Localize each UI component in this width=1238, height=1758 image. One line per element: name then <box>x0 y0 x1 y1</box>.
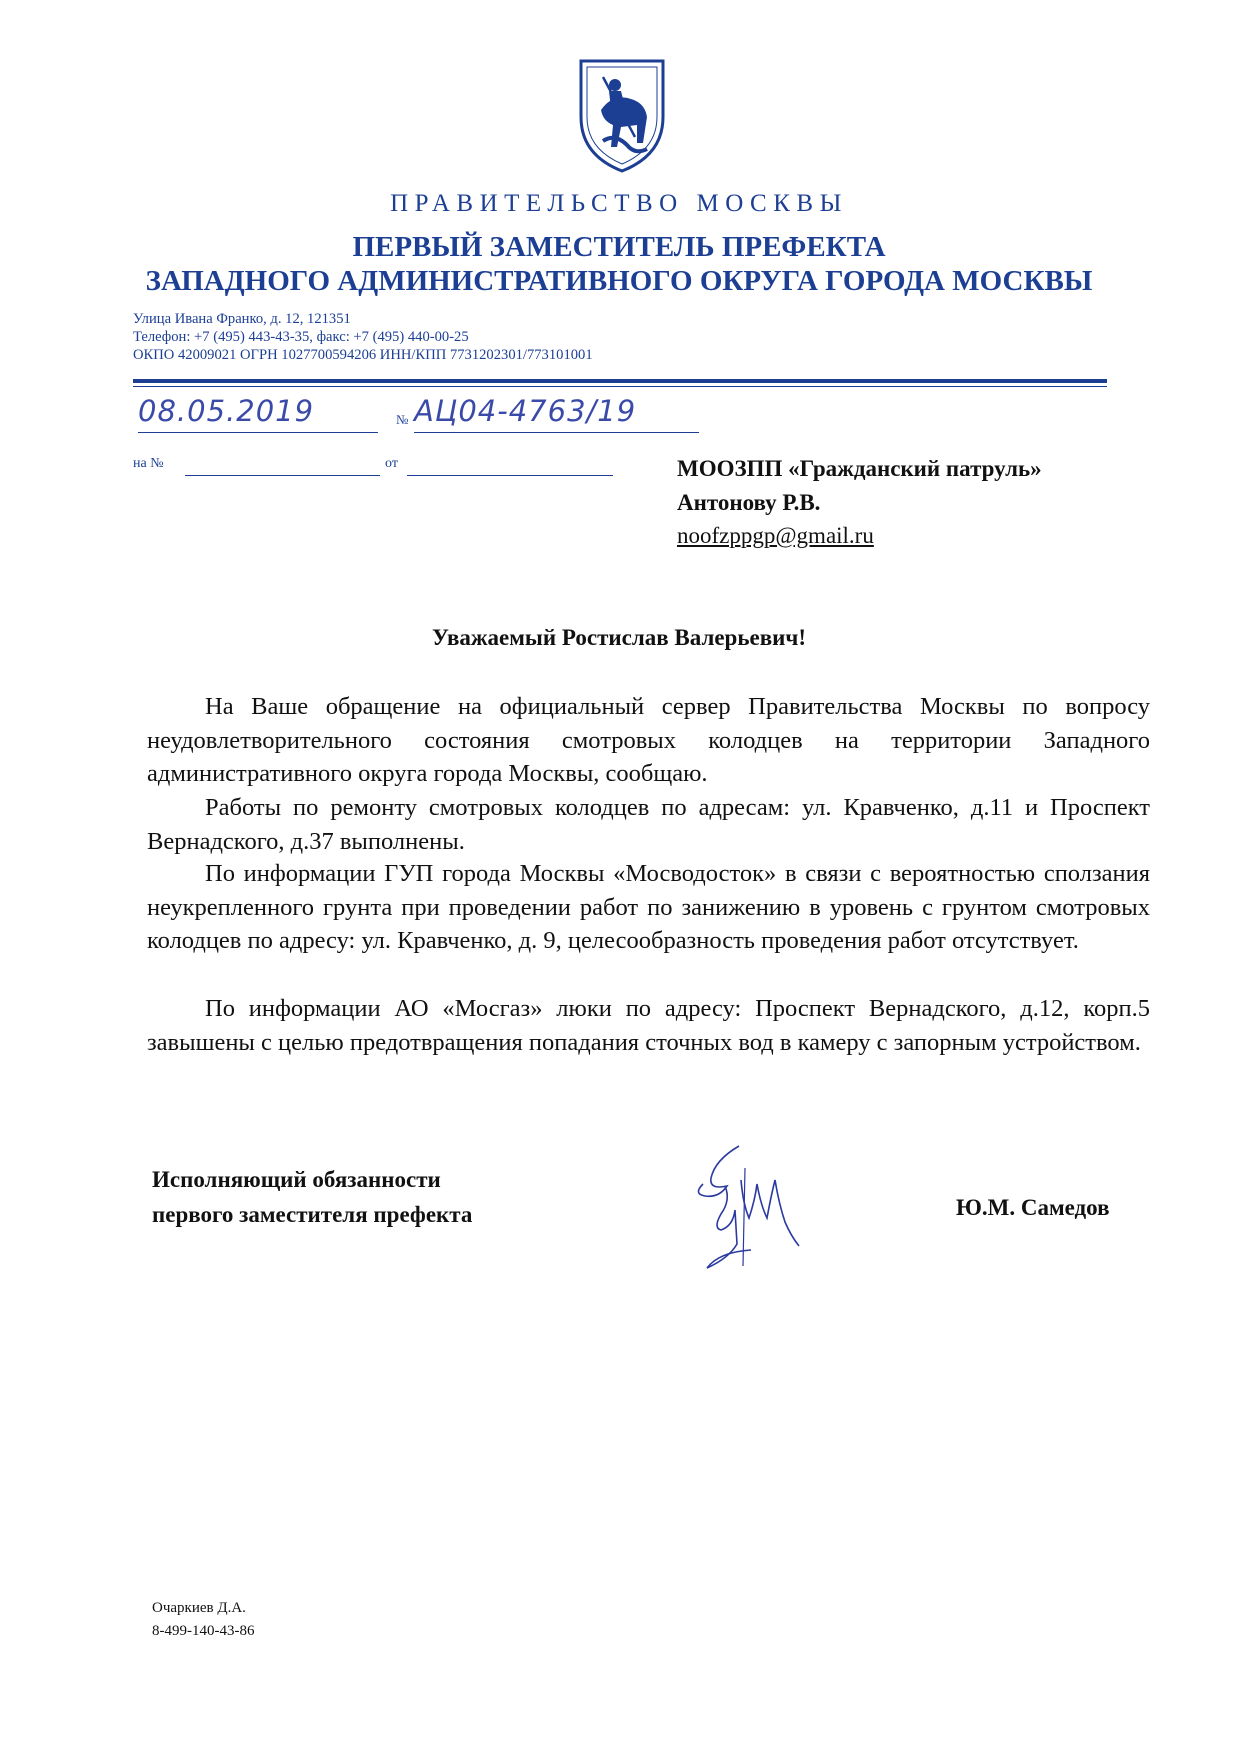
reference-date-label: от <box>385 456 398 471</box>
addressee-email-link[interactable]: noofzppgp@gmail.ru <box>677 523 874 548</box>
department-title-line1: ПЕРВЫЙ ЗАМЕСТИТЕЛЬ ПРЕФЕКТА <box>352 231 886 263</box>
header-codes: ОКПО 42009021 ОГРН 1027700594206 ИНН/КПП 7731202301/773101001 <box>133 347 593 363</box>
outgoing-number-label: № <box>396 412 409 427</box>
reference-number-line <box>185 475 380 476</box>
reference-date-line <box>407 475 613 476</box>
signatory-title-line1: Исполняющий обязанности <box>152 1167 441 1192</box>
signatory-name: Ю.М. Самедов <box>956 1195 1110 1220</box>
letter-paragraph: По информации ГУП города Москвы «Мосводосток» в связи с вероятностью сползания неукрепленного грунта при проведении работ по занижению в уровень с грунтом смотровых колодцев по адресу: ул. Кравченко, д. 9, целесообразность проведения работ отсутствует. <box>147 860 1150 954</box>
executor-phone: 8-499-140-43-86 <box>152 1623 255 1639</box>
signatory-title-line2: первого заместителя префекта <box>152 1202 473 1227</box>
header-divider-thick <box>133 379 1107 383</box>
moscow-coat-of-arms-icon <box>573 55 671 175</box>
header-address: Улица Ивана Франко, д. 12, 121351 <box>133 311 351 327</box>
letter-paragraph: На Ваше обращение на официальный сервер Правительства Москвы по вопросу неудовлетворительного состояния смотровых колодцев на территории Западного административного округа города Москвы, сообщаю. <box>147 693 1150 787</box>
addressee-organization: МООЗПП «Гражданский патруль» <box>677 456 1042 481</box>
government-title: ПРАВИТЕЛЬСТВО МОСКВЫ <box>390 190 848 217</box>
department-title-line2: ЗАПАДНОГО АДМИНИСТРАТИВНОГО ОКРУГА ГОРОДА МОСКВЫ <box>145 265 1093 297</box>
handwritten-signature-icon <box>675 1140 800 1280</box>
letter-paragraph: По информации АО «Мосгаз» люки по адресу: Проспект Вернадского, д.12, корп.5 завышены с целью предотвращения попадания сточных вод в камеру с запорным устройством. <box>147 995 1150 1056</box>
addressee-person: Антонову Р.В. <box>677 490 821 515</box>
salutation: Уважаемый Ростислав Валерьевич! <box>431 625 807 650</box>
reference-number-label: на № <box>133 456 164 471</box>
header-phone: Телефон: +7 (495) 443-43-35, факс: +7 (495) 440-00-25 <box>133 329 469 345</box>
executor-name: Очаркиев Д.А. <box>152 1600 246 1616</box>
header-divider-thin <box>133 386 1107 387</box>
outgoing-number: АЦ04-4763/19 <box>414 394 699 433</box>
outgoing-date: 08.05.2019 <box>138 394 378 433</box>
letter-paragraph: Работы по ремонту смотровых колодцев по адресам: ул. Кравченко, д.11 и Проспект Вернадского, д.37 выполнены. <box>147 794 1150 855</box>
